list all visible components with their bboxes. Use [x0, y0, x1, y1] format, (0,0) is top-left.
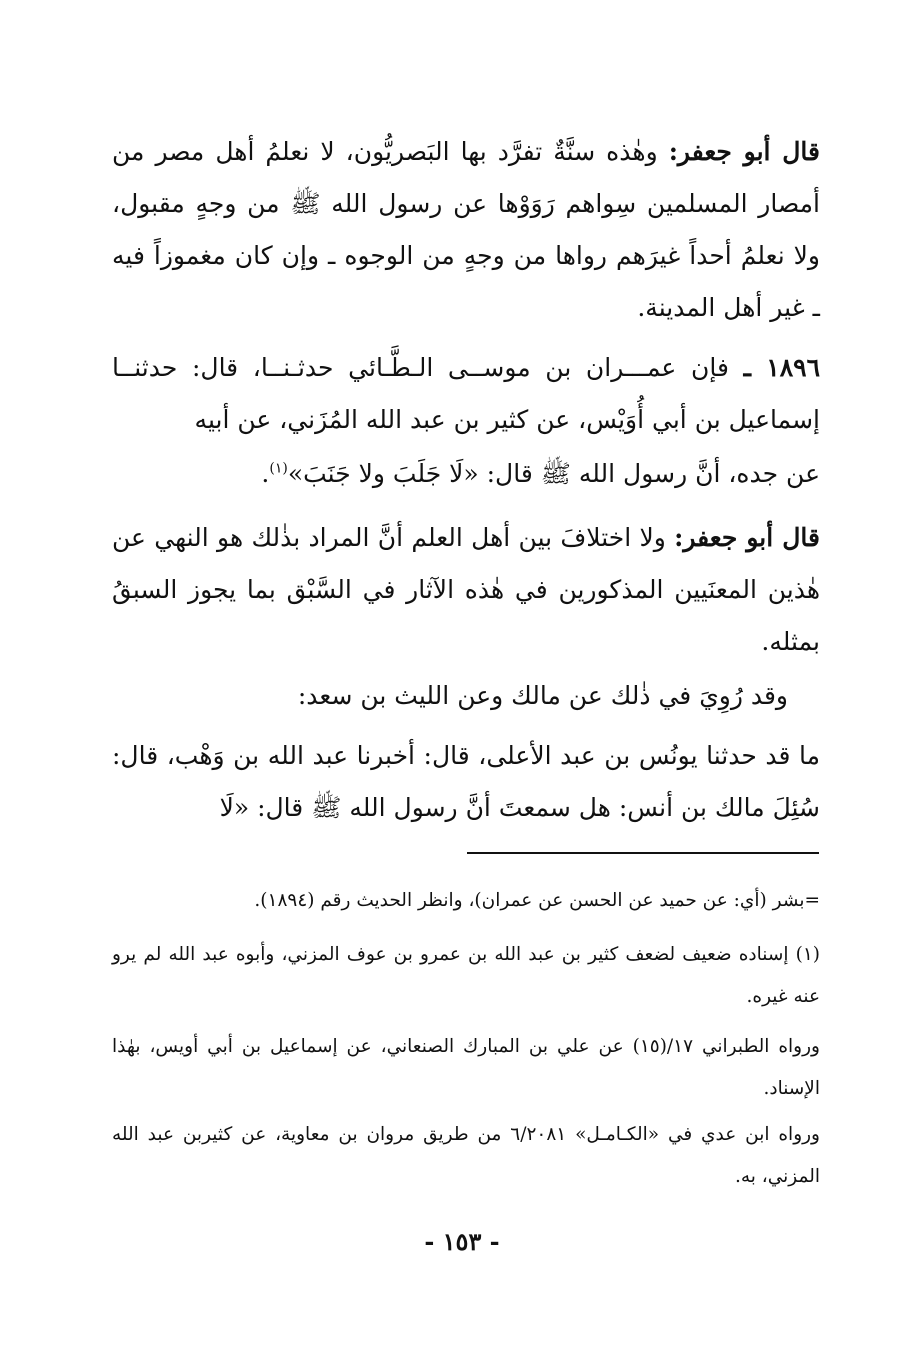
paragraph-text: وهٰذه سنَّةٌ تفرَّد بها البَصريُّون، لا نعلمُ أهل مصر من أمصار المسلمين سِواهم رَوَوْها عن رسول الله ﷺ من وجهٍ مقبول، ولا نعلمُ أحداً غيرَهم رواها من وجهٍ من الوجوه ـ وإن كان مغموزاً فيه ـ غير أهل المدينة.	[112, 137, 820, 322]
footnote-separator	[467, 852, 819, 854]
paragraph-abu-jafar-1	[112, 126, 820, 334]
footnote-continuation: =بشر (أي: عن حميد عن الحسن عن عمران)، وانظر الحديث رقم (١٨٩٤).	[254, 890, 820, 911]
matn-end: .	[261, 459, 270, 488]
footnote-1-tabarani: ورواه الطبراني ١٧/(١٥) عن علي بن المبارك الصنعاني، عن إسماعيل بن أبي أويس، بهٰذا الإسناد.	[112, 1036, 820, 1099]
matn-text: عن جده، أنَّ رسول الله ﷺ قال: «لَا جَلَبَ ولا جَنَبَ»	[287, 459, 820, 488]
page-number: - ١٥٣ -	[424, 1227, 500, 1256]
paragraph-narration-intro	[112, 670, 820, 722]
hadith-number: ١٨٩٦ ـ	[743, 353, 820, 382]
isnad-text: فإن عمـــران بن موســى الـطَّـائي حدثـنــا، قال: حدثنــا إسماعيل بن أبي أُوَيْس، عن كثير بن عبد الله المُزَني، عن أبيه	[112, 353, 820, 434]
paragraph-isnad-malik	[112, 730, 820, 834]
paragraph-abu-jafar-2	[112, 512, 820, 668]
paragraph-text: ولا اختلافَ بين أهل العلم أنَّ المراد بذٰلك هو النهي عن هٰذين المعنَيين المذكورين في هٰذه الآثار في السَّبْق بما يجوز السبقُ بمثله.	[112, 523, 820, 656]
paragraph-text: ما قد حدثنا يونُس بن عبد الأعلى، قال: أخبرنا عبد الله بن وَهْب، قال: سُئِلَ مالك بن أنس: هل سمعتَ أنَّ رسول الله ﷺ قال: «لَا	[112, 741, 820, 822]
hadith-1896-matn	[112, 448, 820, 500]
paragraph-text: وقد رُوِيَ في ذٰلك عن مالك وعن الليث بن سعد:	[297, 681, 788, 710]
footnote-1: (١) إسناده ضعيف لضعف كثير بن عبد الله بن عمرو بن عوف المزني، وأبوه عبد الله لم يرو عنه غيره.	[112, 944, 820, 1007]
footnote-marker: (١)	[269, 460, 288, 477]
footnote-1-ibn-adi: ورواه ابن عدي في «الكـامـل» ٦/٢٠٨١ من طريق مروان بن معاوية، عن كثيربن عبد الله المزني، به.	[112, 1124, 820, 1187]
speaker-label: قال أبو جعفر:	[674, 523, 820, 552]
hadith-1896	[112, 342, 820, 446]
speaker-label: قال أبو جعفر:	[668, 137, 820, 166]
